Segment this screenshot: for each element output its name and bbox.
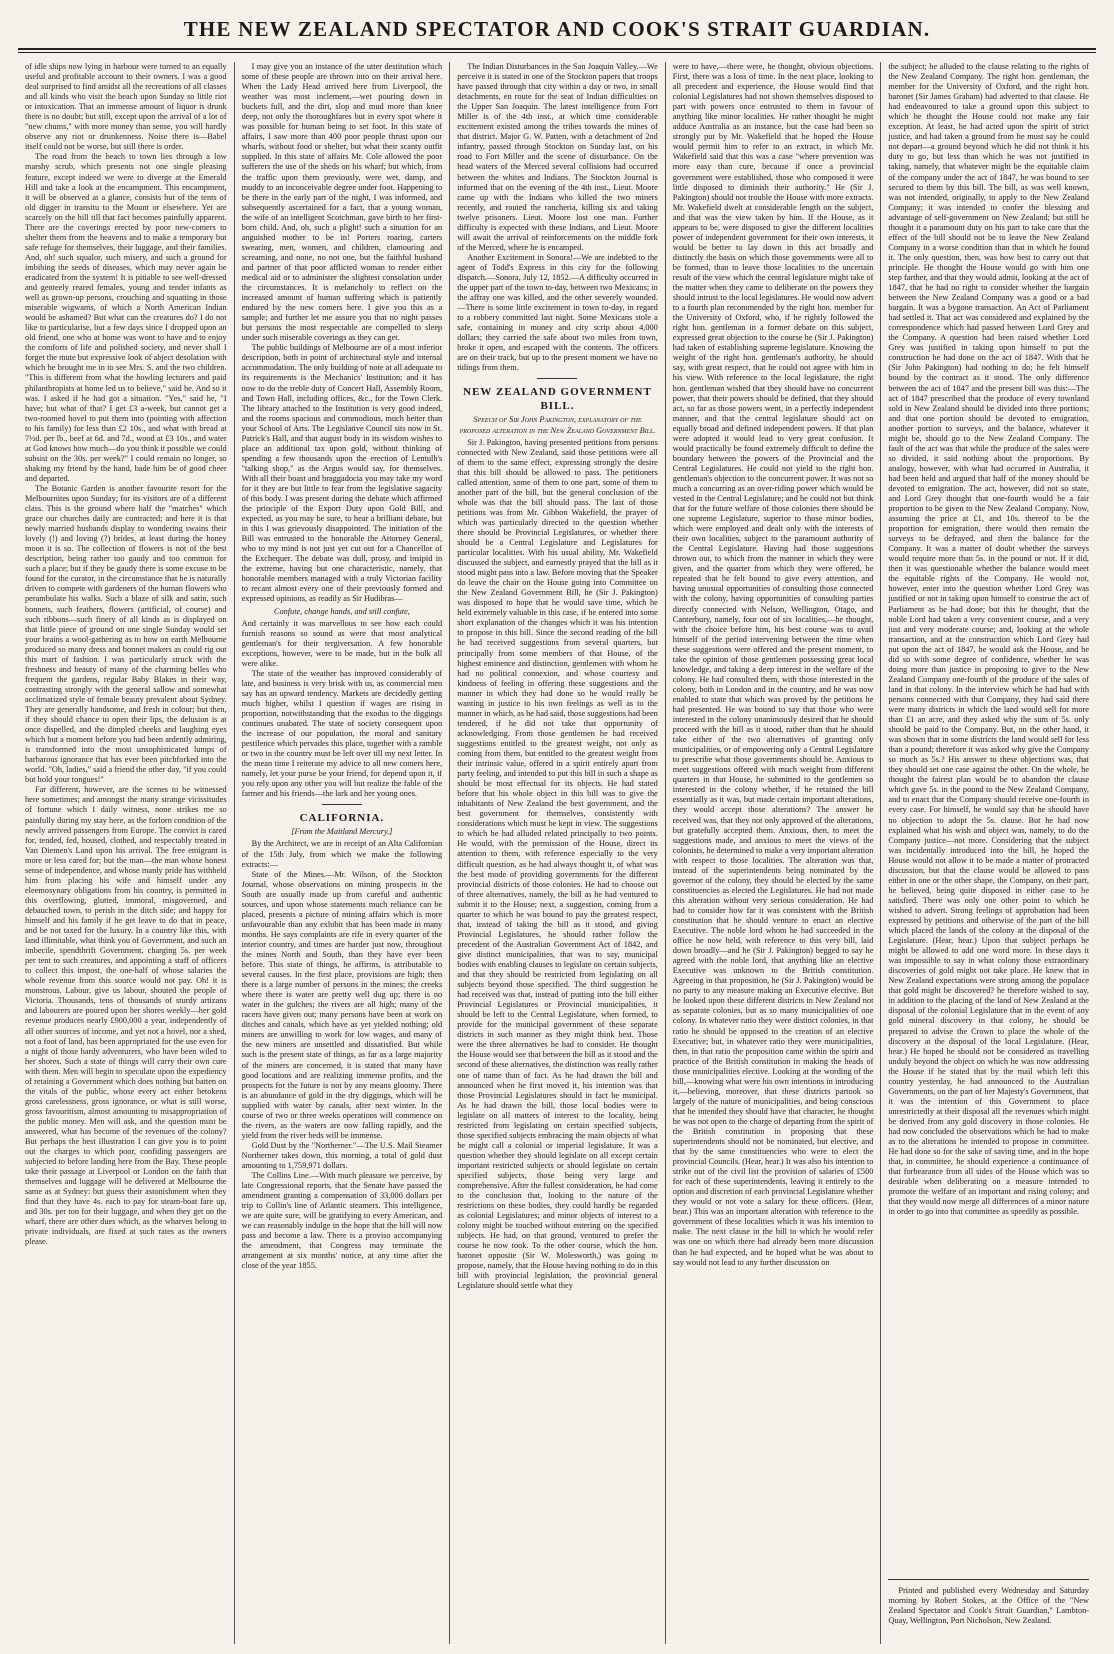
article-paragraph: By the Architect, we are in receipt of an Alta Californian of the 15th July, from which we make the following extracts:—	[241, 839, 443, 869]
article-paragraph: The Botanic Garden is another favourite resort for the Melbournites upon Sunday; for its visitors are of a different class. This is the ground where half the "matches" which grace our churches daily are contracted; and here it is that newly married husbands display to wondering swains their lovely (!) and loving (?) brides, at least during the honey moon it is so. The collection of flowers is not of the best description, being rather too gaudy and too common for such a place; but if they be gaudy there is some excuse to be found for the curator, in the circumstance that he is naturally driven to compete with gardeners of the human flowers who perambulate his walks. Such a blaze of silk and satin, such bonnets, such feathers, flowers (artificial, of course) and such ribbons—such finery of all kinds as is displayed on that little piece of ground on one single Sunday would set your brains a wool-gathering as to how on earth Melbourne produced so many dress and bonnet makers as could rig out this mart of fashion. I was particularly struck with the freshness and beauty of many of the charming belles who frequent the gardens, regular Baby Blakes in their way, contrasting strongly with the general sallow and somewhat acclimatized style of female beauty prevalent about Sydney. They are generally handsome, and fresh in colour; but then, if they should chance to open their lips, the delusion is at once dispelled, and the dimpled cheeks and laughing eyes which but a moment before you had been ardently admiring, is transformed into the most unsophisticated lumps of barbarous ignorance that has ever been pitchforked into the world. "Oh, ladies," said a friend the other day, "if you could but hold your tongues!"	[25, 483, 227, 785]
verse-line: Confute, change hands, and still confute,	[273, 606, 410, 616]
article-paragraph: were to have,—there were, he thought, obvious objections. First, there was a loss of time. In the next place, looking to all precedent and experience, the House would find that colonial Legislatures had not shown themselves disposed to part with powers once entrusted to them in favour of anything like minor localities. He rather thought he might adduce Australia as an instance, but the case had been so strongly put by Mr. Wakefield that he hoped the House would permit him to refer to an extract, in which Mr. Wakefield said that this was a case "where prevention was more easy than cure, because if once a provincial government were established, those who composed it were little disposed to diminish their authority." He (Sir J. Pakington) should not trouble the House with more extracts. Mr. Wakefield dwelt at considerable length on the subject, and that was the view taken by him. If the House, as it appears to be, were disposed to give the different localities power of independent government for their own interests, it would be better to lay down in this act broadly and distinctly the basis on which those governments were all to be formed, than to leave those localities to the uncertain result of the view which the central legislature might take of the matter when they came to deliberate on the powers they should intrust to the local legislatures. He would now advert to a fourth plan recommended by the right hon. member for the University of Oxford, who, if he rightly followed the right hon. gentleman in a former debate on this subject, expressed great objection to the course he (Sir J. Pakington) had taken of establishing supreme legislature. Knowing the weight of the right hon. gentleman's authority, he should say, with great respect, that he could not agree with him in his view. With reference to the local legislature, the right hon. gentleman wished that they should have no concurrent power, that their powers should be defined, that they should act, so far as those powers went, in a perfectly independent manner, and that the central legislature should act on equally broad and defined independent powers. If that plan were adopted it would lead to very great confusion. It would practically be found extremely difficult to define the boundary between the powers of the Provincial and the Central Legislatures. He could not yield to the right hon. gentleman's objection to the concurrent power. It was not so much a concurring as an over-riding power which would be vested in the Central Legislature; and he could not but think that for the future welfare of those colonies there should be one supreme Legislature, superior to those minor bodies, which were employed and dealt only with the interests of their own localities, subject to the paramount authority of the Central Legislature. Having had those suggestions thrown out, to which from the manner in which they were given, and the quarter from which they were offered, he repeated that he felt bound to give every attention, and having unusual opportunities of consulting those connected with the colony, having opportunities of consulting parties directly connected with Nelson, Wellington, Otago, and Canterbury, namely, four out of six localities,—he thought, with the choice before him, his best course was to avail himself of the period intervening between the time when these suggestions were offered and the present moment, to take the opinion of those gentlemen possessing great local knowledge, and taking a deep interest in the welfare of the colony. He had consulted them, with those interested in the colony, both in London and in the country, and he was now enabled to state that which was proved by the petitions he had presented. He was bound to say that those who were interested in the colony unanimously desired that he should proceed with the bill as it stood, rather than that he should take either of the two alternatives of granting only municipalities, or of empowering only a Central Legislature to prescribe what those governments should be. Anxious to meet suggestions offered with much weight from different quarters in that House, he submitted to the gentlemen so interested in the colony whether, if he retained the bill essentially as it was, but made certain important alterations, they would accept those alterations? The answer he received was, that they not only approved of the alterations, but gratefully accepted them. Anxious, then, to meet the suggestions made, and anxious to meet the views of the colonists, he determined to make a very important alteration with respect to those localities. The alteration was that, instead of the superintendents being nominated by the governor of the colony, they should be elected by the same constituencies as elected the Legislatures. He had not made this alteration without very serious consideration. He had had to consider how far it was consistent with the British constitution that he should venture to enact an elective Executive. The noble lord whom he had succeeded in the office he now held, with reference to this very bill, laid down broadly—and he (Sir J. Pakington) begged to say he agreed with the noble lord, that anything like an elective Executive was unknown to the British constitution. Agreeing in that proposition, he (Sir J. Pakington) would be no party to any measure making an Executive elective. But he looked upon these different districts in New Zealand not as separate colonies, but as so many municipalities of one colony. In whatever ratio they were distinct colonies, in that ratio he should be opposed to the creation of an elective Executive; but, in whatever ratio they were municipalities, then, in that ratio the proposition came within the spirit and practice of the British constitution in making the heads of those municipalities elective. Looking at the wording of the bill,—knowing what were his own intentions in introducing it,—believing, moreover, that these districts partook so largely of the nature of municipalities, and being conscious that he intended they should have that character, he thought he was not open to the charge of departing from the spirit of the British constitution in proposing that these superintendents should not be nominated, but elective, and that by the same constituencies who were to elect the provincial Councils. (Hear, hear.) It was also his intention to strike out of the civil list the provision of salaries of £500 for each of these superintendents, leaving it entirely to the option and discretion of each provincial Legislature whether they would or not vote a salary for these officers. (Hear, hear.) This was an important alteration with reference to the government of these localities which it was his intention to make. The next clause in the bill to which he would refer was one on which there had already been more discussion than he had expected, and he hoped what he was about to say would not lead to any further discussion on	[672, 62, 874, 1267]
article-paragraph: Sir J. Pakington, having presented petitions from persons connected with New Zealand, said those petitions were all of them to the same effect, expressing strongly the desire that this bill should be allowed to pass. The petitioners called attention, some of them to one part, some of them to another part of the bill, but the general conclusion of the whole was that the bill should pass. The last of those petitions was from Mr. Gibbon Wakefield, the prayer of which was particularly directed to the question whether there should be Provincial Legislatures, or whether there should be a Central Legislature and Legislatures for particular localities. With his usual ability, Mr. Wakefield discussed the subject, and earnestly prayed that the bill as it stood might pass into a law. Before moving that the Speaker do leave the chair on the House going into Committee on the New Zealand Government Bill, he (Sir J. Pakington) was disposed to hope that he would save time, which he held extremely valuable in this case, if he entered into some short explanation of the changes which it was his intention to propose in this bill. Since the second reading of the bill he had received suggestions from several quarters, but principally from some members of that House, of the highest eminence and distinction, gentlemen with whom he had no political connexion, and whose courtesy and kindness of feeling in offering these suggestions and the manner in which they had done so he would really be wanting in justice to his own feelings as well as to the manner in which, as he had said, those suggestions had been tendered, if he did not take that opportunity of acknowledging. From those gentlemen he had received suggestions entitled to the greatest weight, not only as coming from them, but entitled to the greatest weight from their intrinsic value, offered in a spirit entirely apart from party feeling, and intended to put this bill in such a shape as should be most effectual for its objects. He had stated before that his whole object in this bill was to give the inhabitants of New Zealand the best government, and the best government for themselves, consistently with considerations which must be kept in view. The suggestions to which he had alluded related principally to two points. He would, with the permission of the House, direct its attention to them, with reference especially to the very difficult question, as he had always thought it, of what was the best mode of providing governments for the different provincial districts of those colonies. He had to choose out of three alternatives, namely, the bill as he had ventured to submit it to the House; next, a suggestion, coming from a quarter to which he was bound to pay the greatest respect, that, instead of taking the bill as it stood, and giving Provincial Legislatures, he should rather follow the precedent of the Australian Government Act of 1842, and give distinct municipalities, that was to say, municipal bodies with enabling clauses to legislate on certain subjects, and that they should be restricted from legislating on all subjects beyond those specified. The third suggestion he had received was that, instead of putting into the bill either Provincial Legislatures or Provincial municipalities, it should be left to the Central Legislature, when formed, to provide for the municipal government of these separate districts in such manner as they might think best. Those were the three alternatives he had to consider. He thought the House would see that between the bill as it stood and the second of these alternatives, the distinction was really rather one of name than of fact. As he had drawn the bill and announced when he first moved it, his intention was that those Provincial Legislatures should in fact be municipal. As he had drawn the bill, those local bodies were to legislate on all matters of interest to the locality, being restricted from legislating on certain specified subjects, those specified subjects embracing the main objects of what he might call a colonial or imperial legislature. It was a question whether they should legislate on all except certain important restricted subjects or should legislate on certain specified subjects, those being very large and comprehensive. After the fullest consideration, he had come to the conclusion that, looking to the nature of the restrictions on these bodies, they could hardly be regarded as colonial Legislatures; and minor objects of interest to a colony might be touched without entering on the specified subjects. He had, on that ground, ventured to prefer the course he now took. To the other course, which the hon. baronet opposite (Sir W. Molesworth,) was going to propose, namely, that the House having nothing to do in this bill with provincial legislation, the provincial general Legislature should settle what they	[457, 437, 658, 1291]
imprint-text: Printed and published every Wednesday and Saturday morning by Robert Stokes, at the Office of the "New Zealand Spectator and Cook's Strait Guardian," Lambton-Quay, Wellington, Port Nicholson, New Zealand.	[888, 1586, 1089, 1625]
article-paragraph: The Collins Line.—With much pleasure we perceive, by late Congressional reports, that the Senate have passed the amendment granting a compensation of 33,000 dollars per trip to Collin's line of Atlantic steamers. This intelligence, we are quite sure, will be gratifying to every American, and we can reasonably indulge in the hope that the bill will now pass and become a law. There is a proviso accompanying the amendment, that Congress may terminate the arrangement at six months' notice, at any time after the close of the year 1855.	[241, 1171, 443, 1271]
article-paragraph: the subject; he alluded to the clause relating to the rights of the New Zealand Company. The right hon. gentleman, the member for the University of Oxford, and the right hon. baronet (Sir James Graham) had adverted to that clause. He had endeavoured to take a ground upon this subject to which he thought the House could not make any fair exception. At least, he had acted upon the spirit of strict justice, and had taken a ground from he must say he could not depart—a ground beyond which he did not think it his duty to go, but less than which he was not justified in taking, namely, that whatever might be the equitable claim of the company under the act of 1847, he was bound to see secured to them by this bill. The bill, as was well known, was not intended, originally, to apply to the New Zealand Company; it was intended to confer the blessing and advantage of self-government on New Zealand; but still he thought it a paramount duty on his part to take care that the effect of the bill should not be to leave the New Zealand Company in a worse condition than that in which he found it. The only question, then, was how best to carry out that principle. He thought the House would go with him one step farther, and that they would admit, looking at the act of 1847, that he had no right to consider whether the bargain between the New Zealand Company was a good or a bad bargain. It was a bygone transaction. An Act of Parliament had settled it. That act was considered and explained by the correspondence which had passed between Lord Grey and the Company. A question had been raised whether Lord Grey was justified in taking upon himself to put the construction he had done on the act of 1847. With that he (Sir John Pakington) had nothing to do; he felt himself bound by the contract as it stood. The only difference between the act of 1847 and the present bill was this:—The act of 1847 prescribed that the produce of every townland sold in New Zealand should be divided into three portions; and that one portion should be devoted to emigration, another portion to surveys, and the balance, whatever it might be, should go to the New Zealand Company. The fault of the act was that while the produce of the sales were so divided, it said nothing about the proportions. By analogy, however, with what had occurred in Australia, it had been held and argued that half of the money should be devoted to emigration. The act, however, did not so state, and Lord Grey thought that one-fourth would be a fair proportion to be given to the New Zealand Company. Now, assuming the price at £1, and 10s. thereof to be the proportion for emigration, there would then remain the surveys to be defrayed, and then the balance for the Company. It was a matter of doubt whether the surveys would require more than 5s. in the pound or not. If it did, then it was questionable whether the balance would meet the equitable rights of the Company. He would not, however, enter into the question whether Lord Grey was justified or not in taking upon himself to construe the act of Parliament as he had done; but this he thought, that the noble Lord had taken a very convenient course, and a very just and very moderate course; and, looking at the whole transaction, and at the construction which Lord Grey had put upon the act of 1847, he would ask the House, and he did so with some degree of confidence, whether he was doing more than justice in proposing to give to the New Zealand Company one-fourth of the produce of the sales of land in that colony. In the interview which he had had with persons connected with that Company, they had said there were many districts in which the land would sell for more than £1 an acre, and they asked why the sum of 5s. only should be paid to the Company. But, on the other hand, it was shown that in some districts the land would sell for less than a pound; therefore it was asked why give the Company so much as 5s.? His answer to these objections was, that they should set one case against the other. On the whole, he thought the fairest plan would be to abandon the clause which gave 5s. in the pound to the New Zealand Company, and to enact that the Company should receive one-fourth in every case. For himself, he would say that he should have no objection to adopt the 5s. clause. But he had now explained what his wish and object was, namely, to do the Company justice—not more. Considering that the subject was incidentally introduced into the bill, he hoped the House would not allow it to be made a matter of protracted discussion, but that the clause would be allowed to pass either in one or the other shape, the Company, on their part, he believed, being quite disposed in either case to be satisfied. There was only one other point to which he wished to advert. Strong feelings of approbation had been expressed by petitions and otherwise of the part of the bill which placed the lands of the colony at the disposal of the Legislature. (Hear, hear.) Upon that subject perhaps he might be allowed to add one word more. In these days it was impossible to say in what colony those extraordinary discoveries of gold might not take place. He knew that in New Zealand expectations were strong among the populace that gold might be discovered? he therefore wished to say, in addition to the placing of the land of New Zealand at the disposal of the colonial Legislature that in the event of any gold mineral discovery in that colony, he should be prepared to advise the Crown to place the whole of the discovery at the disposal of the local Legislature. (Hear, hear.) He hoped he should not be considered as travelling unduly beyond the object on which he was now addressing the House if he stated that by the mail which left this country yesterday, he had announced to the Australian Governments, on the part of her Majesty's Government, that it was the intention of this Government to place unrestrictedly at their disposal all the revenues which might be derived from any gold discovery in those colonies. He had now concluded the observations which he had to make as to the alterations he intended to propose in committee. He had done so for the sake of saving time, and in the hope that, in committee, he should experience a continuance of that forbearance from all sides of the House which was so desirable when deliberating on a measure intended to promote the welfare of an important and rising colony; and that they would now merge all differences of a minor nature in order to go into that committee as speedily as possible.	[888, 62, 1089, 1217]
columns	[18, 62, 1096, 1644]
column-5	[880, 62, 1096, 1644]
printer-imprint	[888, 1579, 1089, 1626]
article-paragraph: State of the Mines.—Mr. Wilson, of the Stockton Journal, whose observations on mining prospects in the South are usually made up from careful and authentic sources, and upon whose statements much reliance can be placed, presents a picture of mining affairs which is more unfavourable than any exhibit that has been made in many months. He says complaints are rife in every quarter of the interior country, and times are harder just now, throughout the mines North and South, than they have ever been before. This state of things, he affirms, is attributable to several causes. In the first place, provisions are high; then there is a large number of persons in the mines; the creeks where there is water are pretty well dug up; there is no water in the gulches; the rivers are all high; many of the racers have given out; many persons have been at work on ditches and canals, which have as yet yielded nothing; old miners are unwilling to work for low wages, and many of the new miners are unsettled and dissatisfied. But while such is the present state of things, as far as a large majority of the miners are concerned, it is stated that many have good locations and are realizing immense profits, and the prospects for the future is not by any means gloomy. There is an abundance of gold in the dry diggings, which will be supplied with water by canals, after next winter. In the course of two or three weeks operations will commence on the rivers, as the waters are now falling rapidly, and the yield from the river beds will be immense.	[241, 869, 443, 1140]
section-divider	[322, 804, 362, 805]
masthead-rule	[18, 48, 1096, 53]
article-paragraph: Another Excitement in Sonora!—We are indebted to the agent of Todd's Express in this city for the following dispatch.—Sonora, July 12, 1852.—A difficulty occurred in the upper part of the town to-day, between two Mexicans; in the affray one was killed, and the other severely wounded.—There is some little excitement in town to-day, in regard to a robbery committed last night. Some Mexicans stole a safe, containing in money and city scrip about 4,000 dollars; they carried the safe about two miles from town, broke it open, and escaped with the contents. The officers are on their track, but up to the present moment we have no tidings from them.	[457, 252, 658, 373]
column-3	[449, 62, 665, 1644]
article-paragraph: The Indian Disturbances in the San Joaquin Valley.—We perceive it is stated in one of the Stockton papers that troops have passed through that city within a day or two, in small detachments, en route for the seat of Indian difficulties on the Upper San Joaquin. The latest intelligence from Fort Miller is of the 4th inst., at which time considerable excitement existed among the tribes towards the mines of that district. Major G. W. Patten, with a detachment of 2nd infantry, passed through Stockton on Sunday last, on his road to Fort Miller and the scene of disturbance. On the head waters of the Merced several collisions had occurred between the whites and Indians. The Stockton Journal is informed that on the evening of the 4th inst., Lieut. Moore came up with the Indians who killed the two miners recently, and routed the rancheria, killing six and taking twelve prisoners. Lieut. Moore lost one man. Further difficulty is expected with these Indians, and Lieut. Moore will await the arrival of reinforcements on the middle fork of the Merced, where he is encamped.	[457, 62, 658, 252]
article-paragraph: The public buildings of Melbourne are of a most inferior description, both in point of architectural style and internal accommodation. The only building of note at all adequate to its requirements is the Mechanics' Institution; and it has now to do the treble duty of Concert Hall, Assembly Room, and Town Hall, including offices, &c., for the Town Clerk. The library attached to the Institution is very good indeed, and the rooms spacious and commodious, much better than your School of Arts. The Legislative Council sits now in St. Patrick's Hall, and that august body in its wisdom wishes to place an additional tax upon gold, without thinking of spending a few thousands upon the erection of Lentulh's "talking shop," as the Argus would say, for themselves. With all their boast and braggadocia you may take my word for it they are but little to fear from the legislative sagacity of this body. I was present during the debate which affirmed the principle of the Export Duty upon Gold Bill, and expected, as you may be sure, to hear a brilliant debate, but in this I was grievously disappointed. The initiation of the Bill was entrusted to the honorable the Attorney General, who to my mind is not just yet cut out for a Chancellor of the Exchequer. The debate was dull, prosy, and insipid in the extreme, having but one characteristic, namely, that honorable members managed with a truly Victorian facility to recant almost every one of their previously formed and expressed opinions, as readily as Sir Hudibras—	[241, 343, 443, 604]
section-heading-california: CALIFORNIA.	[299, 812, 385, 825]
column-4	[665, 62, 881, 1644]
masthead-title: THE NEW ZEALAND SPECTATOR AND COOK'S STRAIT GUARDIAN.	[183, 17, 931, 41]
article-paragraph: of idle ships now lying in harbour were turned to an equally useful and profitable account to their owners. I was a good deal surprised to find amidst all the recreations of all classes and all kinds who visit the beach upon Sunday so little riot or intoxication. That an immense amount of liquor is drunk there is no doubt; but still, except upon the arrival of a lot of "new chums," with more money than sense, you will hardly observe any riot or drunkenness. Noise there is—Babel itself could not be worse, but still there is order.	[25, 62, 227, 152]
column-2	[234, 62, 450, 1644]
article-paragraph: Gold Dust by the "Northerner."—The U.S. Mail Steamer Northerner takes down, this morning, a total of gold dust amounting to 1,759,971 dollars.	[241, 1140, 443, 1170]
speech-subheading: Speech of Sir John Pakington, explanatory of the proposed alteration in the New Zealand Government Bill.	[459, 415, 656, 435]
article-paragraph: The state of the weather has improved considerably of late, and business is very brisk with us, as commercial men say has an upward tendency. Markets are decidedly getting much higher, whilst I question if wages are rising in proportion, notwithstanding that the exodus to the diggings continues unabated. The state of society consequent upon the increase of our population, the moral and sanitary pestilence which pervades this place, together with a ramble or two in the country must be left over till my next letter. In the mean time I reiterate my advice to all new comers here, namely, let your purse be your friend, for depend upon it, if you rely upon any other you will but realize the fable of the farmer and his friends—the lark and her young ones.	[241, 668, 443, 799]
column-1	[18, 62, 234, 1644]
article-paragraph: And certainly it was marvellous to see how each could furnish reasons so sound as were that most analytical gentleman's for their tergiversation. A few honorable exceptions, however, were to be made, but in the bulk all were alike.	[241, 618, 443, 668]
article-paragraph: The road from the beach to town lies through a low marshy scrub, which presents not one single pleasing feature, except indeed we were to diverge at the Emerald Hill and take a look at the encampment. This encampment, it will be observed at a glance, consists but of the tents of old digger in transitu to the Mount or elsewhere. Yet are scarcely on the hill till that fact becomes painfully apparent. There are the coverings erected by poor new-comers to shelter them from the heavens and to make a temporary but safe refuge for themselves, their luggage, and their families. And, oh! such squalor, such misery, and such a ground for imbibing the seeds of diseases, which may never again be eradicated from the system! It is pitiable to see well-dressed and genteely reared females, young and tender infants as well as grown-up persons, crouching and squatting in those miserable wigwams, of which a North American Indian would be ashamed? But what can the creatures do? I do not like to particularise, but a few days since I dropped upon an old friend, one who at home was wont to have and to enjoy the comforts of life and polished society, and never shall I forget the mute but expressive look of abject desolation with which he brought me in to see Mrs. S. and the two children. "This is different from what the howling lecturers and paid philanthropists at home led us to believe," said he. And so it was. I asked if he had got a situation. "Yes," said he, "I have; but what of that? I get £3 a-week, but cannot get a two-roomed hovel to put them into (pointing with affection to his family) for less than £2 10s., and what with bread at 7½d. per lb., beef at 6d. and 7d., wood at £3 10s., and water at God knows how much—do you think it possible we could subsist on the 30s. per week?" I could remain no longer, so shaking my friend by the hand, bade him be of good cheer and departed.	[25, 152, 227, 483]
section-divider	[537, 378, 577, 379]
article-paragraph: I may give you an instance of the utter destitution which some of these people are thrown into on their arrival here. When the Lady Head arrived here from Liverpool, the weather was most inclement,—wet pouring down in buckets full, and the dirt, slop and mud more than knee deep, not only the thoroughfares but in every spot where it was possible for human being to set foot. In this state of affairs, I saw more than 400 poor people thrust upon our wharfs, without food or shelter, but what their scanty outfit supplied. In this state of affairs Mr. Cole allowed the poor sufferers the use of the sheds on his wharf; but which, from the traffic upon them previously, were wet, damp, and muddy to an inconceivable degree under foot. Happening to be there in the early part of the night, I was informed, and subsequently ascertained for a fact, that a young woman, the wife of an intelligent Scotchman, gave birth to her first-born child. And, oh, such a plight! such a situation for an anguished mother to be in! Porters roaring, carters swearing, men, women, and children, clamouring and screaming, and none, no not one, but the faithful husband and partner of that poor afflicted woman to render either medical aid or to administer the slightest consolation under the circumstances. It is melancholy to reflect on the increased amount of human suffering which is patiently endured by the new comers here. I give you this as a sample; and further let me assure you that no night passes but persons the most respectable are compelled to sleep under such miserable coverings as they can get.	[241, 62, 443, 343]
section-heading-government-bill: NEW ZEALAND GOVERNMENT BILL.	[463, 386, 652, 413]
source-credit: [From the Maitland Mercury.]	[291, 827, 393, 837]
article-paragraph: Far different, however, are the scenes to be witnessed here sometimes; and amongst the many strange vicissitudes of fortune which I daily witness, none strikes me so painfully during my stay here, as the forlorn condition of the newly arrived passengers from Europe. The convict is cared for, tended, fed, housed, clothed, and respectably treated in Van Diemen's Land upon his arrival. The free emigrant is more or less cared for; but the man—the man whose honest sense of independence, and whose manly pride has withheld him from placing his wife and himself under any eleemosynary obligations from his country, is permitted in this overflowing, glutted, immoral, misgoverned, and debauched town, to perish in the ditch side; and happy for himself and his family if he get leave to do that in peace, and be not taxed for the luxury. In a country like this, with land illimitable, what think you of Government, and such an imbecile, spendthrift Government, charging 5s. per week per tent to such creatures, and appointing a staff of officers to collect this impost, the one-half of whose salaries the whole revenue from this source would not pay. Oh! it is monstrous. Labour, give us labour, shouted the people of Victoria. Thousands, tens of thousands of sturdy artizans and labourers are poured upon her shores weekly—her gold revenue produces nearly £900,000 a year, independently of all other sources of income, and yet not a hovel, nor a shed, not a foot of land, has been appropriated for the use even for a night of those hardy adventurers, who have been wiled to her shores. Such a state of things will carry their own cure with them. Men will begin to speculate upon the expediency of retaining a Government which does nothing but batten on the vitals of the public, whose every act either betokens gross carelessness, gross ignorance, or what is still worse, gross favouritism, almost amounting to misappropriation of the public money. Men will ask, and the question must be answered, what has become of the revenues of the colony? But perhaps the best illustration I can give you is to point out the charges to which poor, confiding passengers are subjected to before landing here from the Bay. These people take their passage at Liverpool or London on the faith that themselves and luggage will be delivered at Melbourne the same as at Sydney: but guess their astonishment when they find that they have 4s. each to pay for steam-boat fare up, and 30s. per ton for their luggage, and when they get on the wharf, there are other dues which, as the wharves belong to private individuals, are fixed at such rates as the owners please.	[25, 785, 227, 1247]
